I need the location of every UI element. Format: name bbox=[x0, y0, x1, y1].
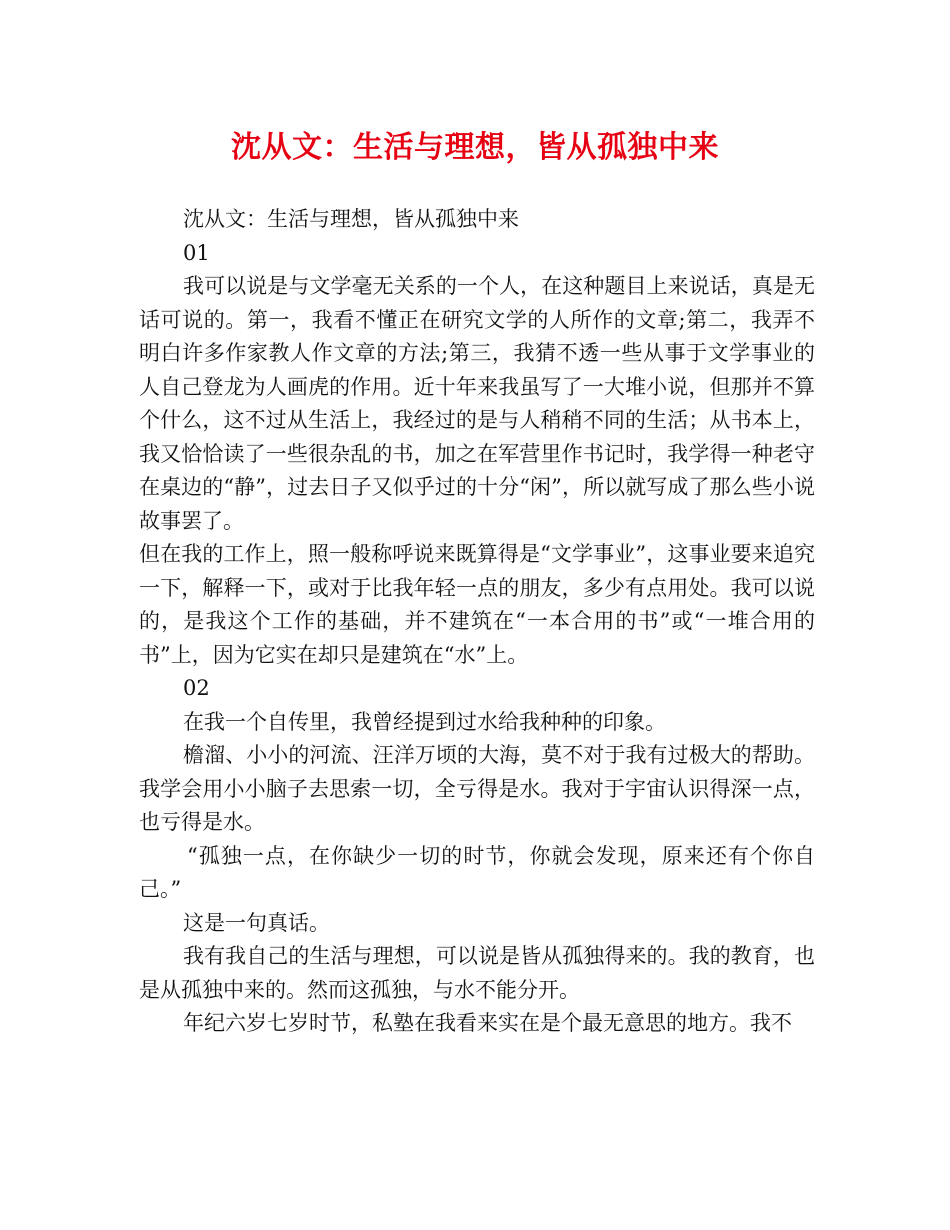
section-number-01: 01 bbox=[183, 240, 210, 265]
document-title: 沈从文：生活与理想，皆从孤独中来 bbox=[231, 130, 719, 165]
body-paragraph: 但在我的工作上，照一般称呼说来既算得是“文学事业”，这事业要来追究一下，解释一下，或对于比我年轻一点的朋友，多少有点用处。我可以说的，是我这个工作的基础，并不建筑在“一本合用的书”或“一堆合用的书”上，因为它实在却只是建筑在“水”上。 bbox=[139, 542, 815, 667]
section-number-02: 02 bbox=[183, 676, 210, 700]
body-paragraph: 我可以说是与文学毫无关系的一个人，在这种题目上来说话，真是无话可说的。第一，我看不懂正在研究文学的人所作的文章;第二，我弄不明白许多作家教人作文章的方法;第三，我猜不透一些从事于文学事业的人自己登龙为人画虎的作用。近十年来我虽写了一大堆小说，但那并不算个什么，这不过从生活上，我经过的是与人稍稍不同的生活；从书本上，我又恰恰读了一些很杂乱的书，加之在军营里作书记时，我学得一种老守在桌边的“静”，过去日子又似乎过的十分“闲”，所以就写成了那么些小说故事罢了。 bbox=[139, 274, 815, 533]
document-body bbox=[139, 203, 815, 1041]
body-paragraph: 檐溜、小小的河流、汪洋万顷的大海，莫不对于我有过极大的帮助。我学会用小小脑子去思索一切，全亏得是水。我对于宇宙认识得深一点，也亏得是水。 bbox=[139, 743, 815, 834]
body-paragraph: 我有我自己的生活与理想，可以说是皆从孤独得来的。我的教育，也是从孤独中来的。然而这孤独，与水不能分开。 bbox=[139, 944, 815, 1002]
body-paragraph: 年纪六岁七岁时节，私塾在我看来实在是个最无意思的地方。我不 bbox=[183, 1011, 792, 1035]
body-paragraph: 这是一句真话。 bbox=[183, 910, 330, 935]
body-paragraph: 在我一个自传里，我曾经提到过水给我种种的印象。 bbox=[183, 709, 666, 734]
quote-paragraph: “孤独一点，在你缺少一切的时节，你就会发现，原来还有个你自己。” bbox=[139, 843, 815, 901]
subtitle-paragraph: 沈从文：生活与理想，皆从孤独中来 bbox=[183, 207, 519, 231]
